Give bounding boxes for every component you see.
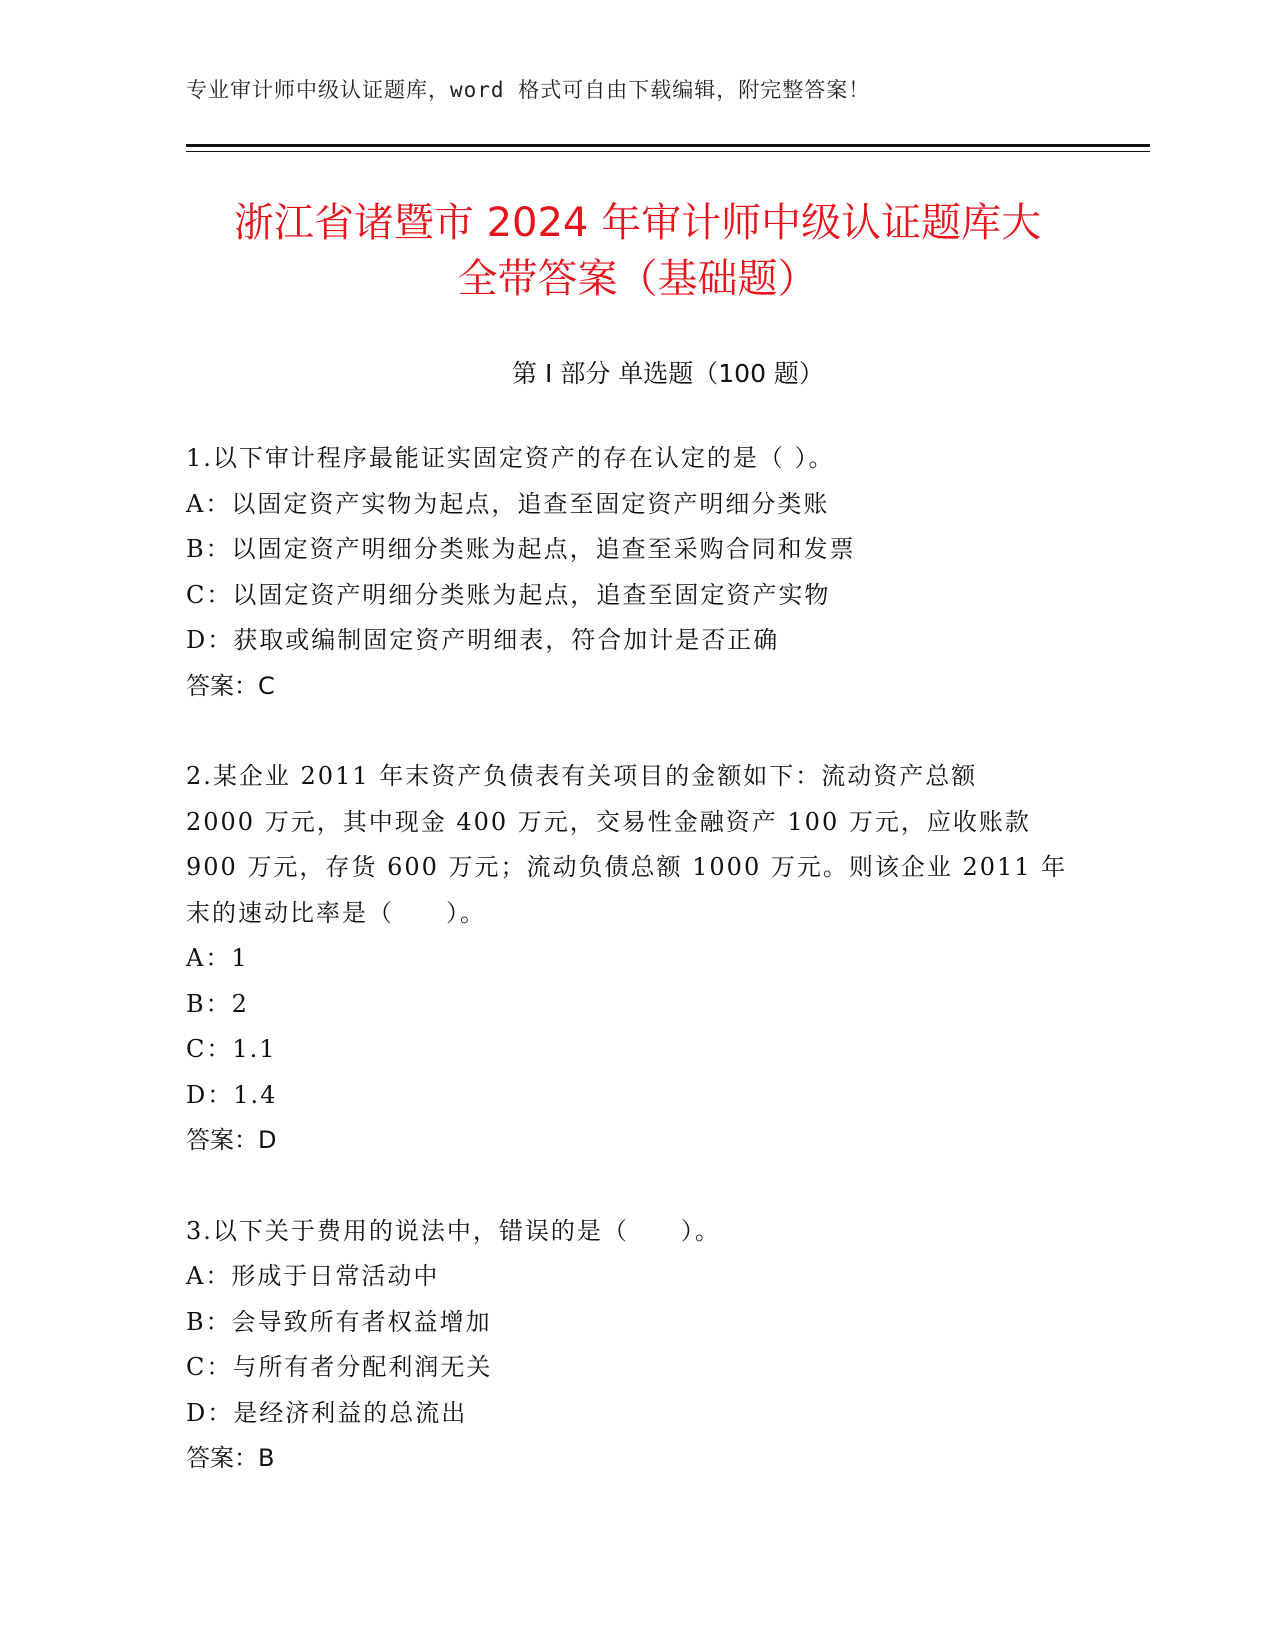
document-title-line-1: 浙江省诸暨市 2024 年审计师中级认证题库大 [233, 200, 1042, 246]
question-2 [186, 754, 1086, 1164]
option-a: A：形成于日常活动中 [186, 1262, 440, 1290]
document-title-line-2: 全带答案（基础题） [457, 256, 818, 302]
option-b: B：以固定资产明细分类账为起点，追查至采购合同和发票 [186, 535, 856, 563]
question-stem-line: 2.某企业 2011 年末资产负债表有关项目的金额如下：流动资产总额 [186, 762, 978, 790]
answer-label: 答案：B [186, 1444, 275, 1472]
option-c: C：以固定资产明细分类账为起点，追查至固定资产实物 [186, 580, 831, 609]
question-stem: 1.以下审计程序最能证实固定资产的存在认定的是（ ）。 [186, 444, 835, 472]
header-note: 专业审计师中级认证题库，word 格式可自由下载编辑，附完整答案！ [186, 78, 871, 102]
question-1 [186, 436, 1086, 709]
answer-label: 答案：C [186, 671, 275, 700]
answer-label: 答案：D [186, 1126, 277, 1154]
option-d: D：1.4 [186, 1080, 278, 1109]
question-stem-line: 末的速动比率是（ ）。 [186, 898, 486, 927]
question-stem: 3.以下关于费用的说法中，错误的是（ ）。 [186, 1216, 721, 1245]
question-stem-line: 2000 万元，其中现金 400 万元，交易性金融资产 100 万元，应收账款 [186, 807, 1031, 836]
question-list [186, 436, 1086, 1527]
option-c: C：1.1 [186, 1035, 277, 1063]
question-stem-line: 900 万元，存货 600 万元；流动负债总额 1000 万元。则该企业 2011 年 [186, 853, 1068, 881]
option-a: A：1 [186, 944, 249, 972]
option-c: C：与所有者分配利润无关 [186, 1353, 493, 1381]
header-divider-thin [186, 151, 1150, 152]
option-b: B：会导致所有者权益增加 [186, 1307, 492, 1336]
option-d: D：获取或编制固定资产明细表，符合加计是否正确 [186, 626, 780, 654]
question-3 [186, 1209, 1086, 1482]
document-title [150, 195, 1125, 307]
option-d: D：是经济利益的总流出 [186, 1398, 468, 1427]
option-a: A：以固定资产实物为起点，追查至固定资产明细分类账 [186, 489, 830, 518]
header-divider-thick [186, 144, 1150, 147]
option-b: B：2 [186, 989, 249, 1018]
section-heading: 第 I 部分 单选题（100 题） [512, 359, 824, 388]
